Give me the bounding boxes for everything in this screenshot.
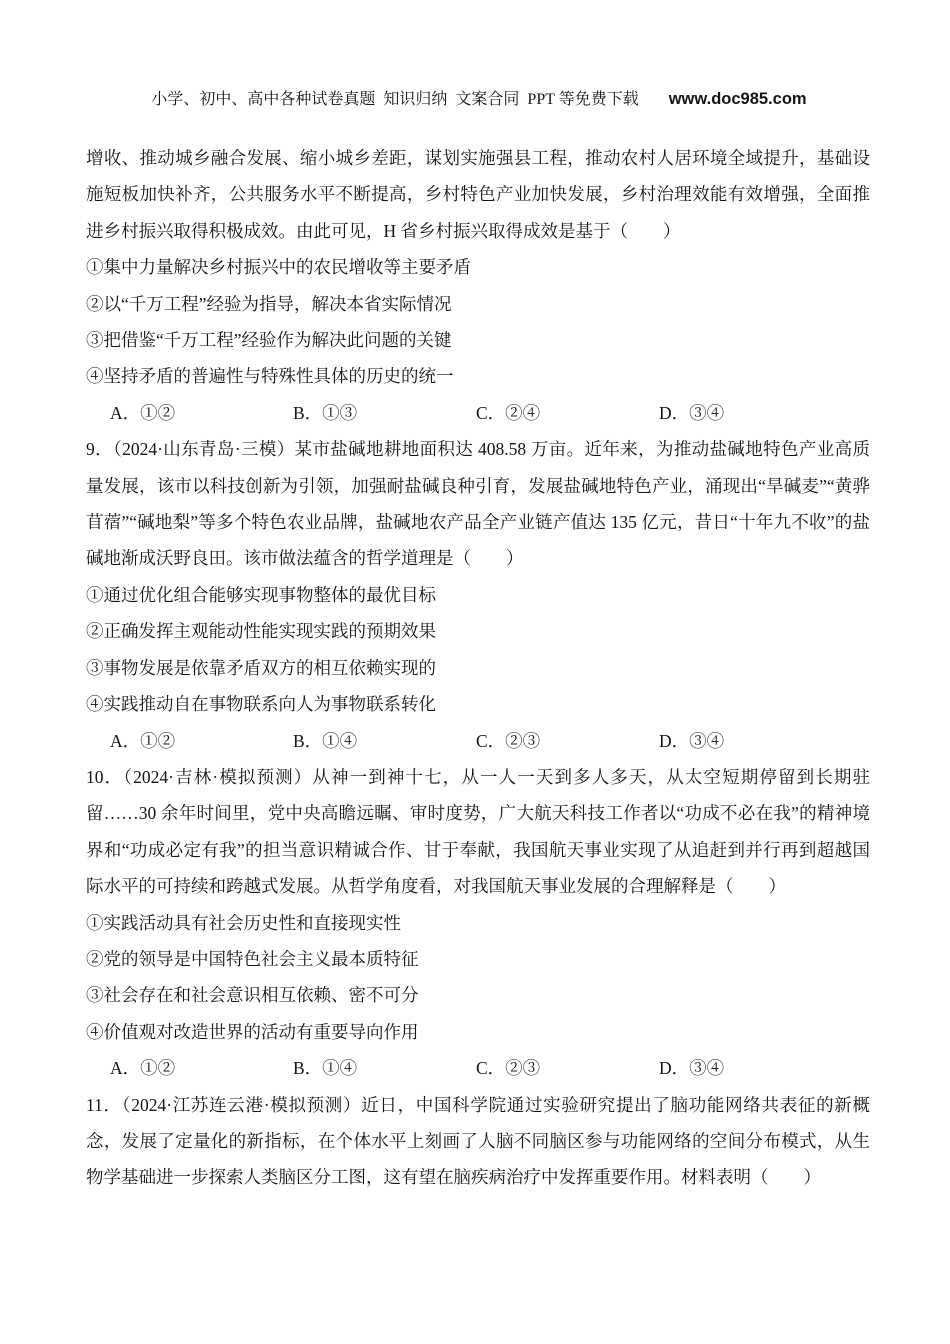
question-10-choices [86, 1050, 870, 1086]
question-9-stem: 9．（2024·山东青岛·三模）某市盐碱地耕地面积达 408.58 万亩。近年来，为推动盐碱地特色产业高质量发展，该市以科技创新为引领，加强耐盐碱良种引育，发展盐碱地特色产业，涌现出“旱碱麦”“黄骅苜蓿”“碱地梨”等多个特色农业品牌，盐碱地农产品全产业链产值达 135 亿元，昔日“十年九不收”的盐碱地渐成沃野良田。该市做法蕴含的哲学道理是（ ） [86, 439, 870, 569]
question-10-choice-a: A．①② [110, 1058, 176, 1079]
question-9-option-1: ①通过优化组合能够实现事物整体的最优目标 [86, 584, 436, 605]
question-9-option-2: ②正确发挥主观能动性能实现实践的预期效果 [86, 621, 436, 642]
question-8-option-4: ④坚持矛盾的普遍性与特殊性具体的历史的统一 [86, 366, 454, 387]
question-9-choices [86, 723, 870, 759]
question-8-choices [86, 395, 870, 431]
question-10-option-4: ④价值观对改造世界的活动有重要导向作用 [86, 1021, 419, 1042]
question-10-option-3: ③社会存在和社会意识相互依赖、密不可分 [86, 985, 419, 1006]
question-9-option-3: ③事物发展是依靠矛盾双方的相互依赖实现的 [86, 657, 436, 678]
question-9-option-4: ④实践推动自在事物联系向人为事物联系转化 [86, 694, 436, 715]
question-9-choice-a: A．①② [110, 730, 176, 751]
question-9-choice-c: C．②③ [476, 730, 541, 751]
question-10-option-2: ②党的领导是中国特色社会主义最本质特征 [86, 948, 419, 969]
header-text: 小学、初中、高中各种试卷真题 知识归纳 文案合同 PPT 等免费下载 [151, 91, 639, 108]
header-url: www.doc985.com [668, 90, 807, 108]
question-8-option-1: ①集中力量解决乡村振兴中的农民增收等主要矛盾 [86, 257, 471, 278]
question-10-option-1: ①实践活动具有社会历史性和直接现实性 [86, 912, 401, 933]
question-8-choice-b: B．①③ [293, 402, 358, 423]
question-9-choice-d: D．③④ [659, 730, 725, 751]
question-9-choice-b: B．①④ [293, 730, 358, 751]
question-8-stem: 增收、推动城乡融合发展、缩小城乡差距，谋划实施强县工程，推动农村人居环境全域提升，基础设施短板加快补齐，公共服务水平不断提高，乡村特色产业加快发展，乡村治理效能有效增强，全面推进乡村振兴取得积极成效。由此可见，H 省乡村振兴取得成效是基于（ ） [86, 148, 870, 241]
page-header [0, 66, 950, 111]
question-11-stem: 11．（2024·江苏连云港·模拟预测）近日，中国科学院通过实验研究提出了脑功能网络共表征的新概念，发展了定量化的新指标，在个体水平上刻画了人脑不同脑区参与功能网络的空间分布模式，从生物学基础进一步探索人类脑区分工图，这有望在脑疾病治疗中发挥重要作用。材料表明（ ） [86, 1094, 870, 1188]
question-10-choice-d: D．③④ [659, 1058, 725, 1079]
question-10-choice-c: C．②③ [476, 1058, 541, 1079]
question-8-option-2: ②以“千万工程”经验为指导，解决本省实际情况 [86, 293, 452, 314]
question-8-choice-a: A．①② [110, 402, 176, 423]
question-10-choice-b: B．①④ [293, 1058, 358, 1079]
question-8-choice-d: D．③④ [659, 402, 725, 423]
document-content [86, 140, 870, 1196]
question-8-choice-c: C．②④ [476, 402, 541, 423]
question-10-stem: 10．（2024·吉林·模拟预测）从神一到神十七，从一人一天到多人多天，从太空短期停留到长期驻留……30 余年时间里，党中央高瞻远瞩、审时度势，广大航天科技工作者以“功成不必在我”的精神境界和“功成必定有我”的担当意识精诚合作、甘于奉献，我国航天事业实现了从追赶到并行再到超越国际水平的可持续和跨越式发展。从哲学角度看，对我国航天事业发展的合理解释是（ ） [86, 766, 870, 897]
question-8-option-3: ③把借鉴“千万工程”经验作为解决此问题的关键 [86, 330, 452, 351]
